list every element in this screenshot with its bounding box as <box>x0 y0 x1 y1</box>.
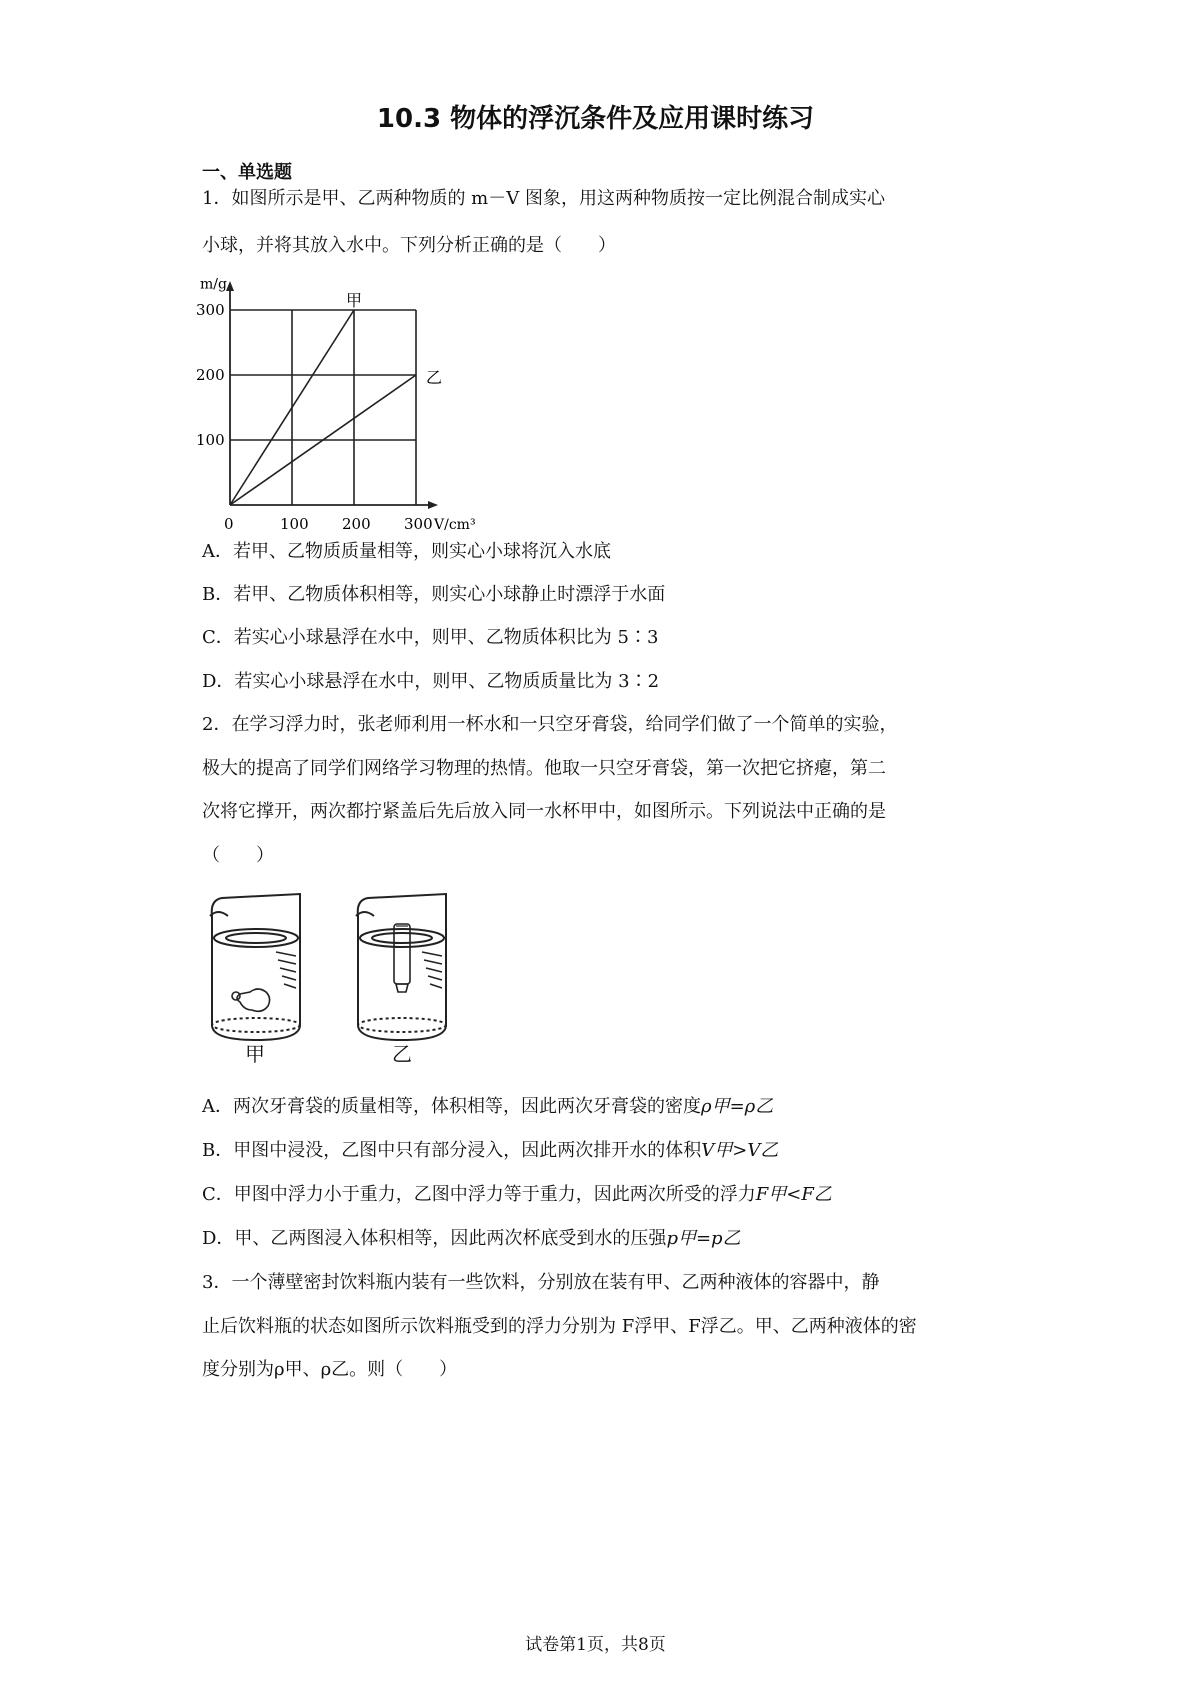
beaker-jia <box>210 894 300 1040</box>
y-axis-arrow <box>226 281 234 291</box>
q1-line2: 小球，并将其放入水中。下列分析正确的是（ ） <box>202 235 616 256</box>
q1-option-c[interactable]: C．若实心小球悬浮在水中，则甲、乙物质体积比为 5∶3 <box>202 627 659 648</box>
beaker-yi <box>356 894 446 1040</box>
x-tick-label: 100 <box>280 515 309 533</box>
q3-line2: 止后饮料瓶的状态如图所示饮料瓶受到的浮力分别为 F浮甲、F浮乙。甲、乙两种液体的密 <box>202 1316 917 1337</box>
page-footer: 试卷第1页，共8页 <box>525 1635 666 1655</box>
q2-option-d-formula: p甲=p乙 <box>666 1228 741 1249</box>
chart-grid <box>230 310 416 505</box>
q2-option-a[interactable] <box>202 1092 773 1118</box>
page-title: 10.3 物体的浮沉条件及应用课时练习 <box>376 104 815 134</box>
series-label-yi: 乙 <box>426 368 443 387</box>
q3-line3: 度分别为ρ甲、ρ乙。则（ ） <box>202 1359 458 1380</box>
x-tick-label: 300 <box>404 515 433 533</box>
x-axis-label: V/cm³ <box>434 517 476 533</box>
y-tick-label: 200 <box>196 366 225 384</box>
q2-option-b[interactable] <box>202 1136 778 1162</box>
chart-axes <box>226 281 438 509</box>
x-axis-arrow <box>428 501 438 509</box>
beaker-figure <box>200 880 500 1060</box>
q1-option-b[interactable]: B．若甲、乙物质体积相等，则实心小球静止时漂浮于水面 <box>202 584 666 605</box>
beaker-label-jia: 甲 <box>245 1042 265 1066</box>
q2-line2: 极大的提高了同学们网络学习物理的热情。他取一只空牙膏袋，第一次把它挤瘪，第二 <box>202 758 886 779</box>
q1-option-a[interactable]: A．若甲、乙物质质量相等，则实心小球将沉入水底 <box>202 541 611 562</box>
q2-line3: 次将它撑开，两次都拧紧盖后先后放入同一水杯甲中，如图所示。下列说法中正确的是 <box>202 801 886 822</box>
chart-series <box>230 310 416 505</box>
y-tick-label: 300 <box>196 301 225 319</box>
q2-option-b-formula: V甲>V乙 <box>701 1140 779 1161</box>
x-tick-label: 0 <box>224 515 234 533</box>
y-tick-label: 100 <box>196 431 225 449</box>
q2-option-a-formula: ρ甲=ρ乙 <box>701 1096 774 1117</box>
q3-line1: 3．一个薄壁密封饮料瓶内装有一些饮料，分别放在装有甲、乙两种液体的容器中，静 <box>202 1272 880 1293</box>
mv-chart <box>195 275 495 565</box>
q2-option-a-text: A．两次牙膏袋的质量相等，体积相等，因此两次牙膏袋的密度 <box>202 1096 701 1117</box>
q1-option-d[interactable]: D．若实心小球悬浮在水中，则甲、乙物质质量比为 3∶2 <box>202 671 660 692</box>
q2-option-d[interactable] <box>202 1224 741 1250</box>
q2-option-d-text: D．甲、乙两图浸入体积相等，因此两次杯底受到水的压强 <box>202 1228 667 1249</box>
q2-option-c[interactable] <box>202 1180 832 1206</box>
q2-option-b-text: B．甲图中浸没，乙图中只有部分浸入，因此两次排开水的体积 <box>202 1140 702 1161</box>
series-label-jia: 甲 <box>346 291 363 310</box>
section-heading: 一、单选题 <box>202 162 292 183</box>
y-axis-label: m/g <box>200 276 227 293</box>
q1-line1: 1．如图所示是甲、乙两种物质的 m－V 图象，用这两种物质按一定比例混合制成实心 <box>202 188 885 209</box>
beaker-label-yi: 乙 <box>392 1042 412 1066</box>
q2-option-c-text: C．甲图中浮力小于重力，乙图中浮力等于重力，因此两次所受的浮力 <box>202 1184 756 1205</box>
q2-line1: 2．在学习浮力时，张老师利用一杯水和一只空牙膏袋，给同学们做了一个简单的实验， <box>202 714 898 735</box>
chart-labels <box>196 277 476 533</box>
x-tick-label: 200 <box>342 515 371 533</box>
q2-line4: （ ） <box>202 845 274 866</box>
q2-option-c-formula: F甲<F乙 <box>755 1184 832 1205</box>
